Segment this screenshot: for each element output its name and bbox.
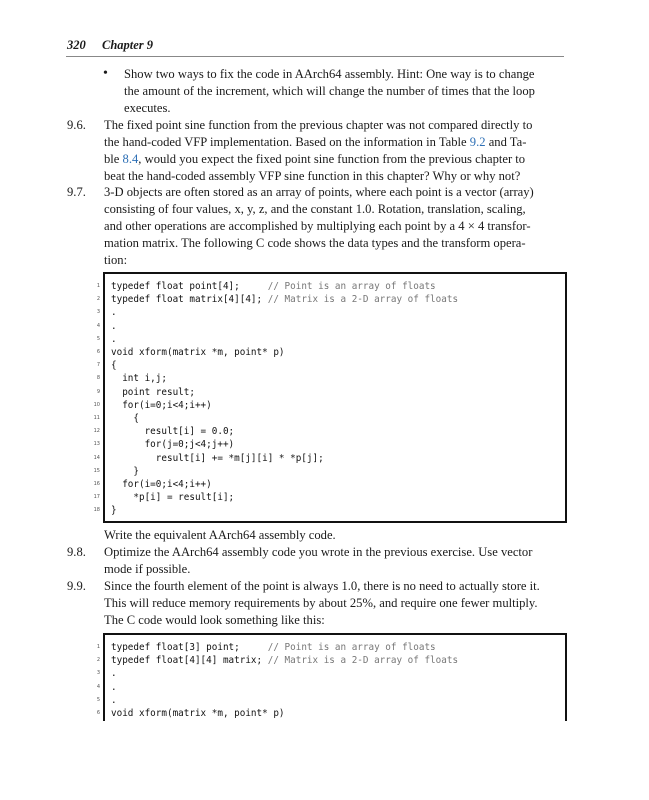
code-statement: typedef float[3] point; <box>111 642 268 653</box>
code-comment: // Point is an array of floats <box>267 642 436 653</box>
line-number: 18 <box>93 507 100 514</box>
exercise-number: 9.9. <box>67 579 86 593</box>
code-comment: // Matrix is a 2-D array of floats <box>267 294 459 306</box>
text-line: mode if possible. <box>104 561 191 576</box>
code-statement: typedef float point[4]; <box>111 281 268 292</box>
code-text <box>111 333 117 346</box>
code-statement: } <box>111 465 139 477</box>
line-number: 16 <box>93 481 100 487</box>
exercise-9-7-text <box>104 184 554 269</box>
line-number: 10 <box>93 401 100 408</box>
code-text <box>111 465 139 478</box>
line-number: 5 <box>96 696 100 703</box>
line-number: 1 <box>96 644 100 650</box>
line-number: 1 <box>96 283 100 289</box>
code-text <box>111 399 212 412</box>
code-statement: typedef float matrix[4][4]; <box>111 294 268 306</box>
line-number: 2 <box>96 296 100 303</box>
code-listing-2 <box>96 633 567 721</box>
line-number: 8 <box>96 375 100 382</box>
code-statement: . <box>111 307 117 319</box>
code-text <box>111 707 285 720</box>
text-line: and other operations are accomplished by multiplying each point by a 4 × 4 transfor- <box>104 218 531 233</box>
line-number: 4 <box>96 322 100 329</box>
code-text <box>111 654 458 667</box>
text-span: the hand-coded VFP implementation. Based on the information in Table <box>104 134 470 149</box>
code-statement: void xform(matrix *m, point* p) <box>111 708 285 719</box>
bullet-text <box>124 66 554 117</box>
code-statement: . <box>111 320 117 332</box>
code-statement: for(i=0;i<4;i++) <box>111 479 212 490</box>
code-text <box>111 359 117 372</box>
text-line: executes. <box>124 100 171 115</box>
code-statement: point result; <box>111 386 195 398</box>
code-comment: // Point is an array of floats <box>267 281 436 292</box>
code-statement: typedef float[4][4] matrix; <box>111 655 268 667</box>
table-ref-link[interactable]: 9.2 <box>469 134 486 149</box>
code-text <box>111 372 167 385</box>
code-text <box>111 491 234 504</box>
code-text <box>111 280 436 293</box>
text-line: Since the fourth element of the point is always 1.0, there is no need to actually store it. <box>104 579 540 593</box>
text-line: tion: <box>104 252 128 267</box>
exercise-number: 9.7. <box>67 185 86 199</box>
code-statement: *p[i] = result[i]; <box>111 492 235 504</box>
code-statement: result[i] = 0.0; <box>111 426 235 438</box>
exercise-number: 9.8. <box>67 545 86 559</box>
text-line: The C code would look something like this: <box>104 612 325 627</box>
code-statement: . <box>111 694 117 706</box>
line-number: 6 <box>96 710 100 716</box>
code-text <box>111 667 117 680</box>
code-text <box>111 412 139 425</box>
text-line: Show two ways to fix the code in AArch64 assembly. Hint: One way is to change <box>124 67 535 81</box>
code-text <box>111 681 117 694</box>
exercise-9-6-text <box>104 117 554 185</box>
line-number: 4 <box>96 683 100 690</box>
code-statement: . <box>111 333 117 345</box>
text-span: and Ta- <box>485 134 527 149</box>
code-text <box>111 504 117 517</box>
line-number: 17 <box>93 494 100 501</box>
text-line: beat the hand-coded assembly VFP sine function in this chapter? Why or why not? <box>104 168 521 183</box>
line-number: 5 <box>96 335 100 342</box>
code-listing-1 <box>93 272 567 523</box>
code-statement: void xform(matrix *m, point* p) <box>111 347 285 358</box>
code-text <box>111 478 212 491</box>
code-text <box>111 641 436 654</box>
code-text <box>111 306 117 319</box>
code-statement: result[i] += *m[j][i] * *p[j]; <box>111 452 324 464</box>
code-comment: // Matrix is a 2-D array of floats <box>267 655 459 667</box>
code-text <box>111 386 195 399</box>
bullet-icon: • <box>103 66 108 81</box>
text-line: consisting of four values, x, y, z, and the constant 1.0. Rotation, translation, scaling, <box>104 201 526 216</box>
text-line: 3-D objects are often stored as an array of points, where each point is a vector (array) <box>104 185 534 199</box>
line-number: 12 <box>93 428 100 435</box>
code-statement: } <box>111 505 117 517</box>
code-text <box>111 438 234 451</box>
code-statement: . <box>111 681 117 693</box>
code-statement: . <box>111 668 117 680</box>
exercise-9-8-text <box>104 544 554 578</box>
text-line: This will reduce memory requirements by about 25%, and require one fewer multiply. <box>104 595 538 610</box>
text-line: The fixed point sine function from the previous chapter was not compared directly to <box>104 118 533 132</box>
line-number: 7 <box>96 362 100 369</box>
line-number: 6 <box>96 349 100 355</box>
text-line: the amount of the increment, which will change the number of times that the loop <box>124 83 535 98</box>
line-number: 2 <box>96 657 100 664</box>
running-header <box>66 38 564 57</box>
text-span: ble <box>104 151 123 166</box>
chapter-title: Chapter 9 <box>102 38 154 52</box>
exercise-number: 9.6. <box>67 118 86 132</box>
text-line <box>104 151 554 168</box>
code-text <box>111 425 234 438</box>
code-text <box>111 320 117 333</box>
exercise-9-7-followup: Write the equivalent AArch64 assembly code. <box>104 528 336 542</box>
exercise-9-9-text <box>104 578 554 629</box>
code-text <box>111 452 324 465</box>
line-number: 14 <box>93 454 100 461</box>
code-statement: for(j=0;j<4;j++) <box>111 439 235 451</box>
code-statement: for(i=0;i<4;i++) <box>111 399 212 411</box>
text-line <box>104 134 554 151</box>
text-line: Optimize the AArch64 assembly code you wrote in the previous exercise. Use vector <box>104 545 533 559</box>
text-span: , would you expect the fixed point sine function from the previous chapter to <box>138 151 526 166</box>
line-number: 3 <box>96 309 100 316</box>
page-number: 320 <box>67 38 86 52</box>
code-statement: int i,j; <box>111 373 167 385</box>
line-number: 11 <box>93 415 100 421</box>
table-ref-link[interactable]: 8.4 <box>122 151 139 166</box>
code-text <box>111 694 117 707</box>
code-text <box>111 293 458 306</box>
line-number: 9 <box>96 388 100 395</box>
line-number: 3 <box>96 670 100 677</box>
code-statement: { <box>111 413 139 424</box>
line-number: 13 <box>93 441 100 448</box>
code-statement: { <box>111 360 117 372</box>
text-line: mation matrix. The following C code shows the data types and the transform opera- <box>104 235 526 250</box>
line-number: 15 <box>93 467 100 474</box>
code-text <box>111 346 285 359</box>
